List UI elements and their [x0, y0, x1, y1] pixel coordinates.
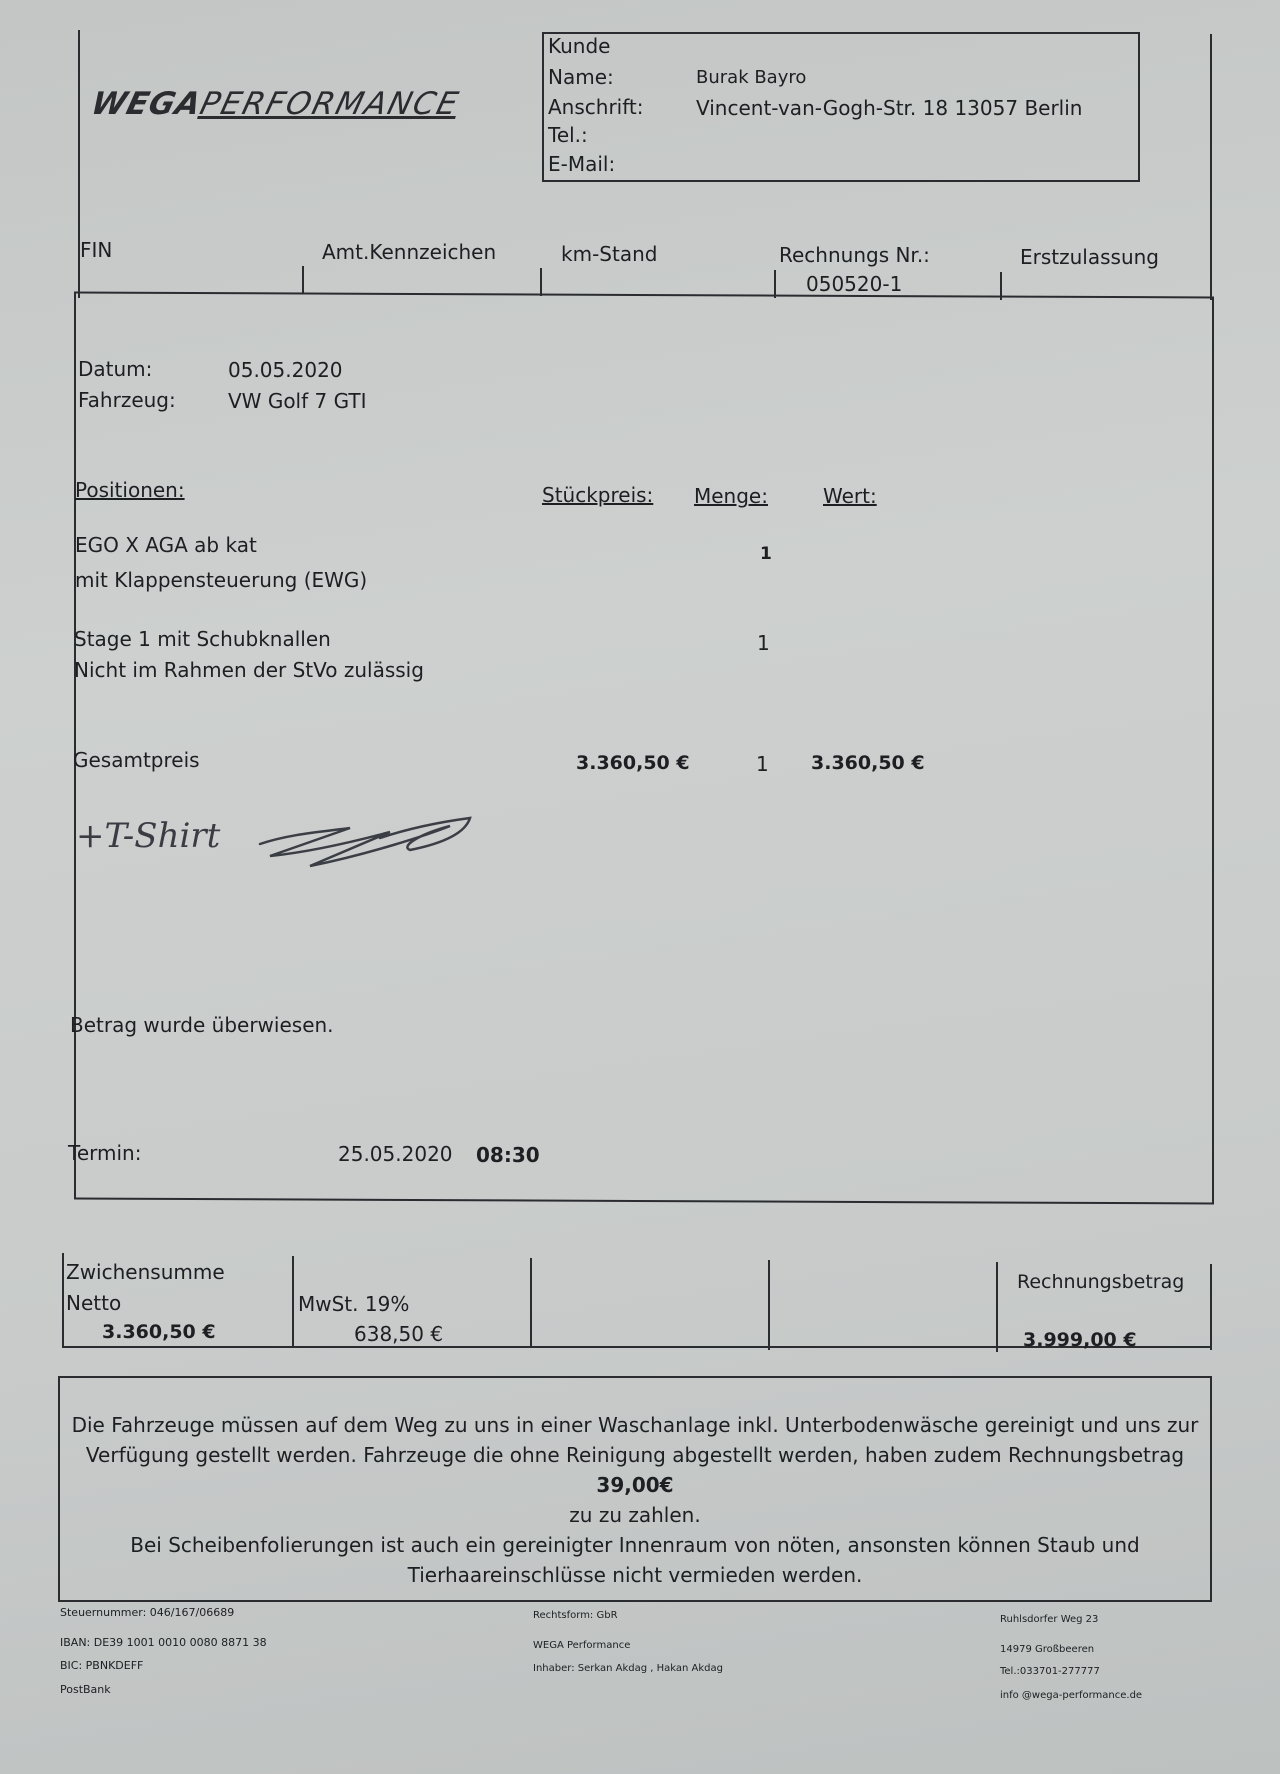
item-2-qty: 1: [757, 631, 770, 655]
subtotal-label-2: Netto: [66, 1291, 122, 1315]
appointment-time: 08:30: [476, 1143, 540, 1167]
footer-company: WEGA Performance: [533, 1640, 631, 1651]
summary-left: [62, 1253, 64, 1347]
handwritten-scribble: [250, 804, 480, 874]
quantity-header: Menge:: [694, 484, 768, 508]
main-box: [74, 292, 1214, 1205]
vat-value: 638,50 €: [354, 1322, 444, 1346]
positions-heading: Positionen:: [75, 478, 185, 502]
footer-owners: Inhaber: Serkan Akdag , Hakan Akdag: [533, 1663, 723, 1674]
customer-name-label: Name:: [548, 65, 614, 89]
fin-label: FIN: [80, 238, 113, 262]
total-unit-price: 3.360,50 €: [576, 752, 690, 774]
footer-tax-number: Steuernummer: 046/167/06689: [60, 1606, 235, 1619]
customer-address-label: Anschrift:: [548, 95, 644, 119]
unit-price-header: Stückpreis:: [542, 483, 654, 507]
notice-line-3: zu zu zahlen.: [569, 1503, 701, 1527]
summary-div-1: [292, 1256, 294, 1346]
footer-email: info @wega-performance.de: [1000, 1690, 1143, 1701]
subtotal-label-1: Zwichensumme: [66, 1260, 225, 1284]
frame-right-top: [1210, 34, 1212, 300]
date-value: 05.05.2020: [228, 358, 343, 382]
customer-heading: Kunde: [548, 34, 611, 58]
summary-div-4: [996, 1262, 998, 1352]
notice-line-5: Tierhaareinschlüsse nicht vermieden werden.: [407, 1563, 863, 1587]
footer-bic: BIC: PBNKDEFF: [60, 1659, 144, 1672]
summary-right: [1210, 1264, 1212, 1350]
total-label: Gesamtpreis: [73, 748, 200, 772]
payment-note: Betrag wurde überwiesen.: [70, 1013, 334, 1037]
vehicle-value: VW Golf 7 GTI: [228, 389, 367, 413]
vat-label: MwSt. 19%: [298, 1292, 410, 1316]
divider-2: [540, 268, 542, 296]
notice-line-2: Verfügung gestellt werden. Fahrzeuge die ohne Reinigung abgestellt werden, haben zudem Rechnungsbetrag 39,00€: [85, 1443, 1185, 1497]
invoice-number-label: Rechnungs Nr.:: [779, 243, 930, 267]
customer-email-label: E-Mail:: [548, 152, 616, 176]
item-2-line2: Nicht im Rahmen der StVo zulässig: [74, 658, 424, 682]
value-header: Wert:: [823, 484, 877, 508]
notice-line-4: Bei Scheibenfolierungen ist auch ein gereinigter Innenraum von nöten, ansonsten können Staub und: [130, 1533, 1140, 1557]
customer-name-value: Burak Bayro: [696, 67, 807, 88]
date-label: Datum:: [78, 357, 153, 381]
subtotal-value: 3.360,50 €: [102, 1321, 216, 1343]
item-1-line1: EGO X AGA ab kat: [75, 533, 257, 557]
customer-address-value: Vincent-van-Gogh-Str. 18 13057 Berlin: [696, 96, 1083, 120]
first-registration-label: Erstzulassung: [1020, 245, 1159, 269]
notice-text: [60, 1410, 1210, 1590]
invoice-total-label: Rechnungsbetrag: [1017, 1271, 1185, 1293]
wega-logo: WEGAPERFORMANCE: [87, 86, 464, 122]
item-1-line2: mit Klappensteuerung (EWG): [75, 568, 368, 592]
invoice-total-value: 3.999,00 €: [1023, 1329, 1137, 1351]
customer-phone-label: Tel.:: [548, 123, 588, 147]
appointment-date: 25.05.2020: [338, 1142, 453, 1166]
summary-div-2: [530, 1258, 532, 1348]
total-value: 3.360,50 €: [811, 752, 925, 774]
item-1-qty: 1: [760, 544, 772, 564]
appointment-label: Termin:: [68, 1141, 142, 1165]
footer-phone: Tel.:033701-277777: [1000, 1666, 1100, 1677]
km-label: km-Stand: [561, 242, 658, 266]
summary-div-3: [768, 1260, 770, 1350]
divider-1: [302, 266, 304, 294]
footer-street: Ruhlsdorfer Weg 23: [1000, 1614, 1099, 1625]
invoice-number-value: 050520-1: [806, 272, 903, 296]
plate-label: Amt.Kennzeichen: [322, 240, 497, 264]
footer-bank: PostBank: [60, 1683, 111, 1696]
total-qty: 1: [756, 752, 769, 776]
footer-city: 14979 Großbeeren: [1000, 1644, 1095, 1655]
notice-line-1: Die Fahrzeuge müssen auf dem Weg zu uns in einer Waschanlage inkl. Unterbodenwäsche gereinigt und uns zur: [71, 1413, 1199, 1437]
footer-legal-form: Rechtsform: GbR: [533, 1610, 618, 1621]
item-2-line1: Stage 1 mit Schubknallen: [74, 627, 331, 651]
vehicle-label: Fahrzeug:: [78, 388, 176, 412]
handwritten-note: +T-Shirt: [76, 816, 221, 856]
footer-iban: IBAN: DE39 1001 0010 0080 8871 38: [60, 1636, 267, 1649]
